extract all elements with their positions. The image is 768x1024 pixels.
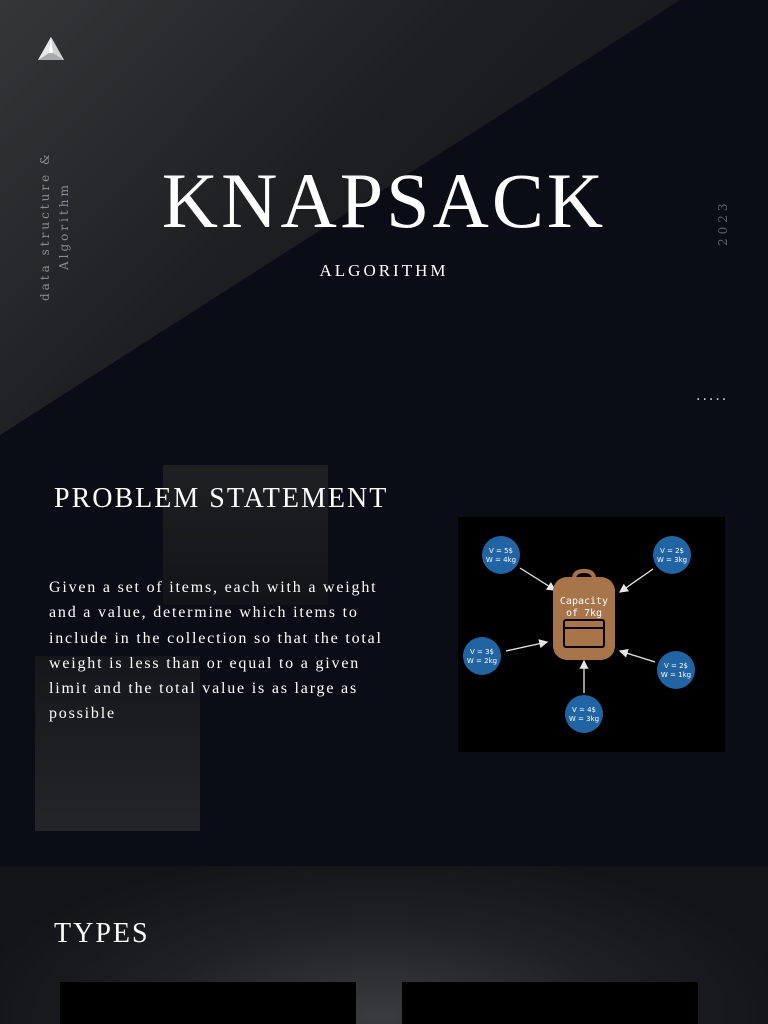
item-3-value: V = 3$ (469, 648, 495, 656)
hero-section (0, 0, 768, 435)
item-node-1 (482, 536, 520, 574)
arrow-item-1 (520, 568, 555, 590)
side-caption-line-1: data structure & (38, 151, 52, 301)
arrow-item-3 (506, 642, 547, 651)
bag-label-line-2: of 7kg (565, 608, 603, 619)
item-4-weight: W = 1kg (660, 671, 692, 679)
decorative-dots: ..... (696, 388, 729, 404)
page-subtitle: ALGORITHM (319, 261, 449, 280)
page-title: KNAPSACK (161, 157, 607, 244)
item-2-weight: W = 3kg (656, 556, 688, 564)
item-5-value: V = 4$ (571, 706, 597, 714)
item-node-4 (657, 651, 695, 689)
bag-label-line-1: Capacity (559, 596, 609, 607)
arrow-item-4 (620, 651, 655, 662)
item-node-2 (653, 536, 691, 574)
item-node-5 (565, 695, 603, 733)
item-1-value: V = 5$ (488, 547, 514, 555)
types-heading: TYPES (54, 918, 150, 949)
triangle-logo-icon (37, 36, 65, 62)
arrow-item-2 (620, 569, 653, 592)
type-card-2 (402, 982, 698, 1024)
type-card-1 (60, 982, 356, 1024)
item-2-value: V = 2$ (659, 547, 685, 555)
item-4-value: V = 2$ (663, 662, 689, 670)
problem-statement-heading: PROBLEM STATEMENT (54, 483, 389, 514)
item-3-weight: W = 2kg (466, 657, 498, 665)
problem-statement-text: Given a set of items, each with a weight and a value, determine which items to include in the collection so that the total weight is less than or equal to a given limit and the total value is as large as possible (49, 579, 383, 723)
knapsack-diagram (458, 517, 725, 752)
side-caption-line-2: Algorithm (57, 182, 71, 270)
item-5-weight: W = 3kg (568, 715, 600, 723)
item-node-3 (463, 637, 501, 675)
item-1-weight: W = 4kg (485, 556, 517, 564)
year-label: 2023 (716, 199, 730, 246)
backpack-icon (553, 571, 615, 660)
